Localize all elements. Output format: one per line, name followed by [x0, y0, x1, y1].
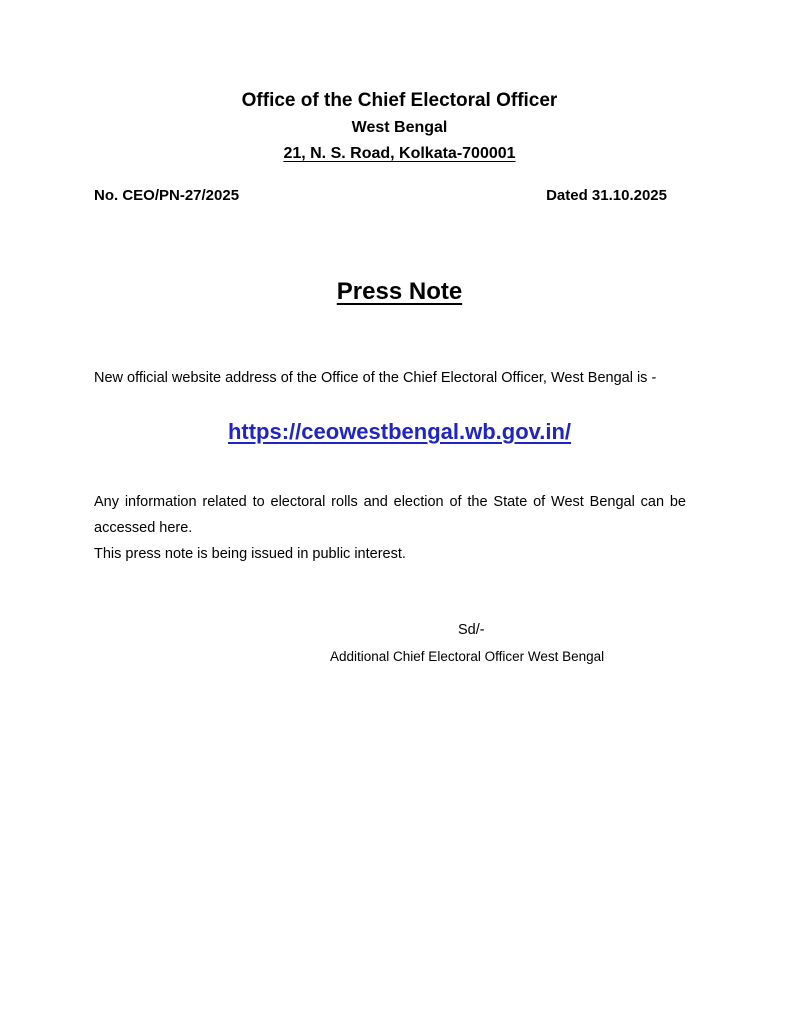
office-address-text: 21, N. S. Road, Kolkata-700001 — [283, 145, 516, 162]
website-link-container — [0, 417, 799, 447]
document-date: Dated 31.10.2025 — [546, 187, 667, 204]
signature-sd: Sd/- — [458, 622, 485, 638]
office-title: Office of the Chief Electoral Officer — [241, 90, 558, 111]
website-link[interactable]: https://ceowestbengal.wb.gov.in/ — [227, 419, 572, 444]
page-title-text: Press Note — [336, 278, 463, 305]
state-name: West Bengal — [351, 119, 448, 136]
office-address — [0, 143, 799, 165]
page-title — [0, 276, 799, 308]
paragraph-public-interest: This press note is being issued in public interest. — [94, 546, 406, 562]
signatory-designation: Additional Chief Electoral Officer West Bengal — [330, 649, 605, 664]
paragraph-website-intro: New official website address of the Office of the Chief Electoral Officer, West Bengal is - — [94, 370, 657, 386]
paragraph-information: Any information related to electoral rolls and election of the State of West Bengal can be accessed here. — [94, 494, 686, 536]
reference-number: No. CEO/PN-27/2025 — [94, 187, 240, 204]
